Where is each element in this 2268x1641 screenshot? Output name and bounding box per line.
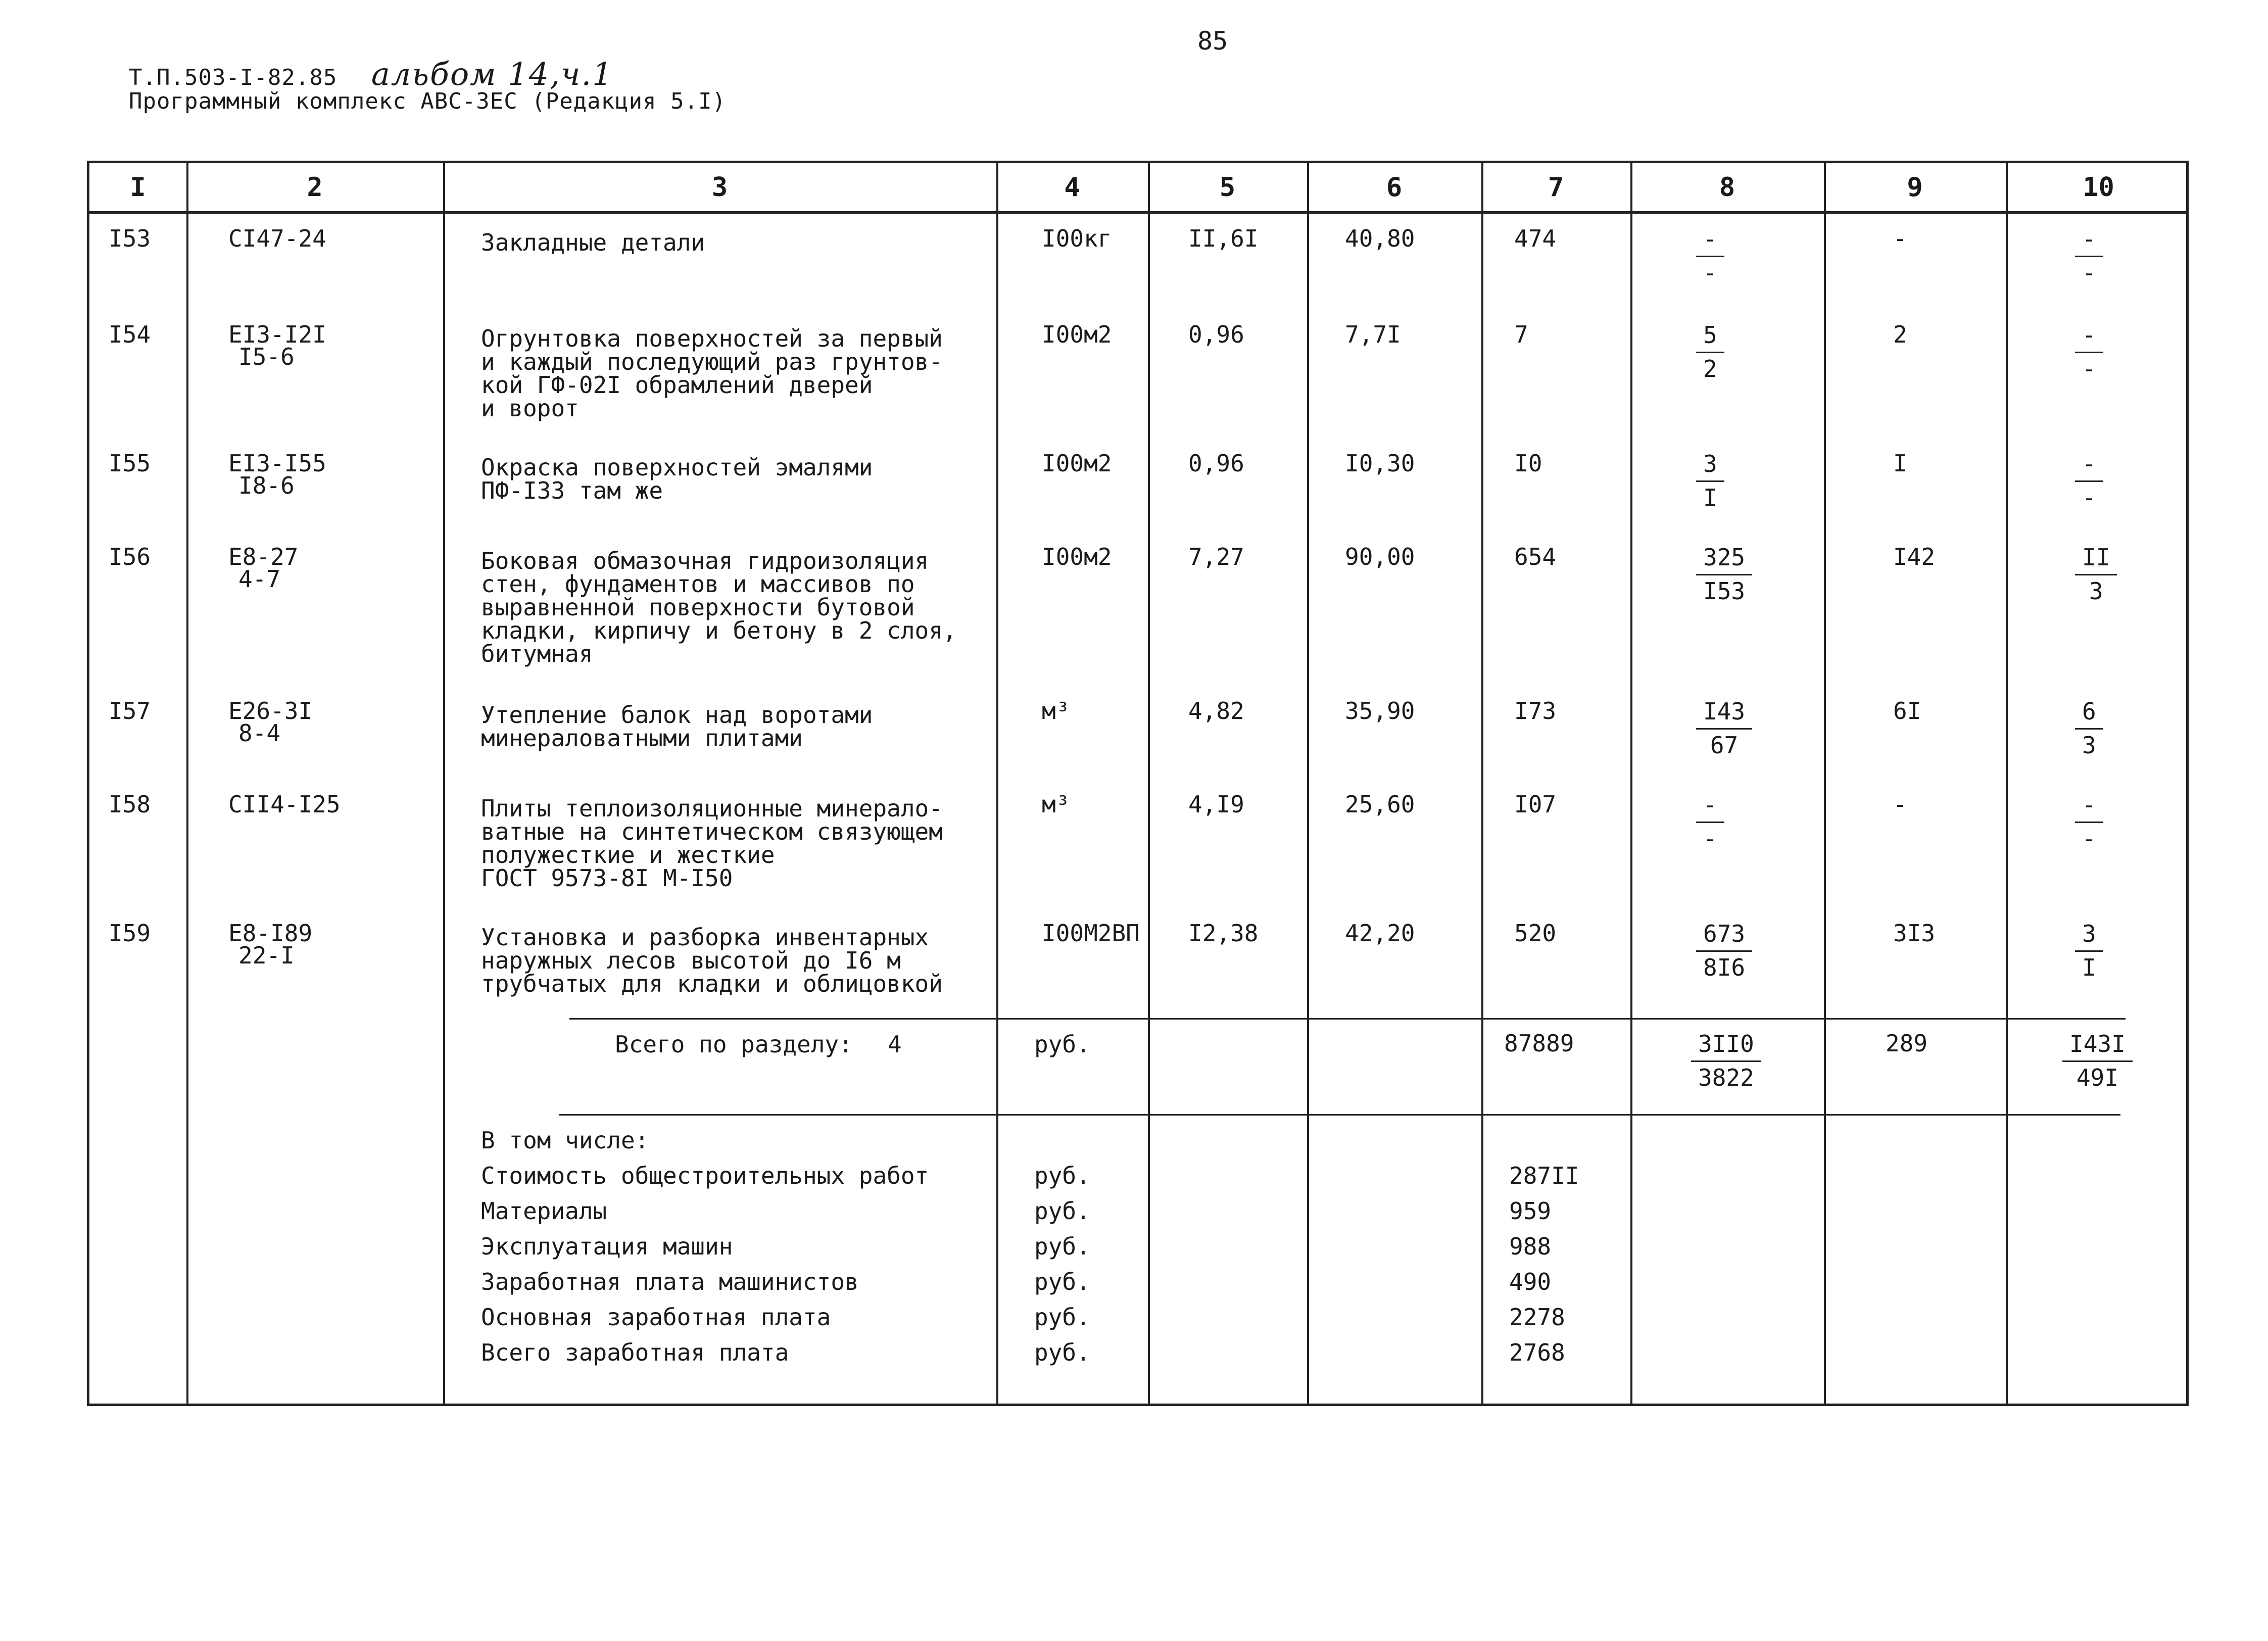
col10-fraction-denominator: 3 [2082, 732, 2096, 759]
total-col10-fraction-denominator: 49I [2076, 1064, 2118, 1091]
col10-fraction-denominator: I [2082, 954, 2096, 981]
work-description: и каждый последующий раз грунтов- [481, 348, 943, 375]
total-cost: 654 [1514, 543, 1557, 570]
column-rule [996, 163, 998, 1404]
total-unit: руб. [1034, 1031, 1090, 1058]
unit: I00М2ВП [1042, 920, 1140, 947]
row-number: I53 [109, 225, 151, 252]
col8-fraction [1696, 322, 1724, 381]
col9-value: I42 [1893, 543, 1936, 570]
col10-fraction [2075, 545, 2117, 604]
work-description: кладки, кирпичу и бетону в 2 слоя, [481, 617, 957, 644]
work-description: кой ГФ-02I обрамлений дверей [481, 371, 873, 399]
unit: I00м2 [1042, 450, 1112, 477]
col10-fraction [2075, 699, 2103, 758]
total-col9: 289 [1886, 1030, 1928, 1057]
col9-value: - [1893, 791, 1907, 818]
total-col8-fraction-denominator: 3822 [1698, 1064, 1754, 1091]
col8-fraction-numerator: I43 [1696, 699, 1752, 730]
estimate-table [87, 161, 2189, 1406]
col10-fraction [2075, 792, 2103, 851]
row-number: I57 [109, 697, 151, 725]
unit: I00м2 [1042, 321, 1112, 348]
col8-fraction-denominator: - [1703, 825, 1717, 852]
unit: м³ [1042, 697, 1070, 725]
norm-code: E26-3I [228, 697, 313, 725]
unit-price: 7,7I [1345, 321, 1401, 348]
work-description: Окраска поверхностей эмалями [481, 454, 873, 481]
quantity: 0,96 [1188, 321, 1244, 348]
column-rule [2006, 163, 2008, 1404]
row-number: I58 [109, 791, 151, 818]
column-header: 4 [1064, 172, 1080, 203]
work-description: стен, фундаментов и массивов по [481, 570, 915, 598]
work-description: наружных лесов высотой до I6 м [481, 947, 901, 974]
col9-value: - [1893, 225, 1907, 252]
quantity: 4,I9 [1188, 791, 1244, 818]
breakdown-unit: руб. [1034, 1268, 1090, 1295]
work-description: битумная [481, 640, 593, 667]
column-header: 6 [1386, 172, 1403, 203]
norm-code: 4-7 [238, 565, 281, 593]
work-description: трубчатых для кладки и облицовкой [481, 970, 943, 997]
col8-fraction [1696, 451, 1724, 510]
col8-fraction-numerator: 3 [1696, 451, 1724, 482]
column-header: 3 [711, 172, 728, 203]
col8-fraction-denominator: 2 [1703, 355, 1717, 382]
column-rule [443, 163, 445, 1404]
total-cost: 87889 [1504, 1030, 1574, 1057]
col10-fraction-numerator: - [2075, 322, 2103, 353]
breakdown-unit: руб. [1034, 1339, 1090, 1366]
work-description: полужесткие и жесткие [481, 841, 775, 868]
row-number: I54 [109, 321, 151, 348]
page-number: 85 [1197, 26, 1228, 56]
handwritten-album-note: альбом 14,ч.1 [371, 56, 613, 92]
column-header: 10 [2083, 172, 2114, 203]
col8-fraction [1696, 545, 1752, 604]
col10-fraction [2075, 322, 2103, 381]
unit: I00м2 [1042, 543, 1112, 570]
work-description: Плиты теплоизоляционные минерало- [481, 795, 943, 822]
breakdown-label: Основная заработная плата [481, 1304, 831, 1331]
total-col8-fraction [1691, 1031, 1761, 1090]
row-number: I59 [109, 920, 151, 947]
norm-code: EI3-I2I [228, 321, 326, 348]
work-description: ГОСТ 9573-8I М-I50 [481, 864, 733, 892]
breakdown-value: 287II [1509, 1162, 1579, 1189]
col8-fraction [1696, 792, 1724, 851]
norm-code: CII4-I25 [228, 791, 341, 818]
col10-fraction-numerator: - [2075, 792, 2103, 823]
col8-fraction-denominator: - [1703, 259, 1717, 286]
col10-fraction-numerator: 3 [2075, 921, 2103, 952]
row-number: I55 [109, 450, 151, 477]
col8-fraction-numerator: 325 [1696, 545, 1752, 575]
col10-fraction [2075, 921, 2103, 980]
total-cost: 474 [1514, 225, 1557, 252]
total-cost: I07 [1514, 791, 1557, 818]
column-rule [1824, 163, 1826, 1404]
col10-fraction [2075, 451, 2103, 510]
document-code-text: Т.П.503-I-82.85 [129, 65, 337, 90]
column-header: 5 [1219, 172, 1236, 203]
work-description: Огрунтовка поверхностей за первый [481, 325, 943, 352]
quantity: 4,82 [1188, 697, 1244, 725]
col10-fraction-denominator: - [2082, 484, 2096, 511]
col8-fraction [1696, 699, 1752, 758]
breakdown-label: Стоимость общестроительных работ [481, 1162, 929, 1189]
column-header: 8 [1719, 172, 1735, 203]
work-description: минераловатными плитами [481, 725, 803, 752]
col8-fraction-numerator: 5 [1696, 322, 1724, 353]
column-header: 9 [1907, 172, 1923, 203]
breakdown-title: В том числе: [481, 1127, 649, 1154]
col10-fraction-numerator: - [2075, 226, 2103, 257]
norm-code: E8-27 [228, 543, 299, 570]
breakdown-value: 490 [1509, 1268, 1552, 1295]
column-header: 7 [1548, 172, 1564, 203]
work-description: выравненной поверхности бутовой [481, 594, 915, 621]
unit-price: 25,60 [1345, 791, 1415, 818]
total-rule-top [569, 1018, 2126, 1020]
work-description: ПФ-I33 там же [481, 477, 663, 504]
col10-fraction-denominator: - [2082, 259, 2096, 286]
column-header: 2 [307, 172, 323, 203]
column-rule [1148, 163, 1150, 1404]
quantity: 7,27 [1188, 543, 1244, 570]
norm-code: I5-6 [238, 343, 295, 370]
norm-code: I8-6 [238, 472, 295, 499]
breakdown-label: Заработная плата машинистов [481, 1268, 859, 1295]
header-rule [89, 211, 2186, 214]
unit-price: 40,80 [1345, 225, 1415, 252]
total-cost: 7 [1514, 321, 1528, 348]
col10-fraction-numerator: 6 [2075, 699, 2103, 730]
quantity: 0,96 [1188, 450, 1244, 477]
col10-fraction-denominator: - [2082, 355, 2096, 382]
col9-value: 3I3 [1893, 920, 1936, 947]
col8-fraction-denominator: I [1703, 484, 1717, 511]
breakdown-label: Эксплуатация машин [481, 1233, 733, 1260]
col8-fraction-denominator: 67 [1710, 732, 1739, 759]
column-header: I [130, 172, 146, 203]
total-label: Всего по разделу: [615, 1031, 853, 1058]
norm-code: EI3-I55 [228, 450, 326, 477]
col8-fraction-denominator: I53 [1703, 577, 1746, 605]
col10-fraction-denominator: - [2082, 825, 2096, 852]
row-number: I56 [109, 543, 151, 570]
breakdown-label: Материалы [481, 1197, 607, 1225]
col8-fraction [1696, 921, 1752, 980]
work-description: и ворот [481, 395, 579, 422]
total-cost: I0 [1514, 450, 1542, 477]
col9-value: I [1893, 450, 1907, 477]
work-description: Установка и разборка инвентарных [481, 924, 929, 951]
norm-code: E8-I89 [228, 920, 313, 947]
col8-fraction [1696, 226, 1724, 285]
col8-fraction-numerator: 673 [1696, 921, 1752, 952]
total-section: 4 [888, 1031, 902, 1058]
col10-fraction-denominator: 3 [2089, 577, 2103, 605]
col8-fraction-denominator: 8I6 [1703, 954, 1746, 981]
document-code [129, 56, 613, 92]
breakdown-unit: руб. [1034, 1233, 1090, 1260]
norm-code: 22-I [238, 942, 295, 969]
column-rule [1307, 163, 1309, 1404]
breakdown-label: Всего заработная плата [481, 1339, 789, 1366]
unit: м³ [1042, 791, 1070, 818]
total-col10-fraction-numerator: I43I [2062, 1031, 2133, 1062]
col10-fraction [2075, 226, 2103, 285]
total-cost: I73 [1514, 697, 1557, 725]
total-rule-bottom [559, 1114, 2120, 1116]
program-title: Программный комплекс АВС-3ЕС (Редакция 5.I) [129, 88, 727, 114]
breakdown-value: 2768 [1509, 1339, 1565, 1366]
unit: I00кг [1042, 225, 1112, 252]
unit-price: 42,20 [1345, 920, 1415, 947]
breakdown-unit: руб. [1034, 1162, 1090, 1189]
norm-code: 8-4 [238, 719, 281, 747]
total-col8-fraction-numerator: 3II0 [1691, 1031, 1761, 1062]
work-description: ватные на синтетическом связующем [481, 818, 943, 845]
quantity: I2,38 [1188, 920, 1259, 947]
work-description: Утепление балок над воротами [481, 701, 873, 729]
column-rule [1630, 163, 1632, 1404]
breakdown-unit: руб. [1034, 1304, 1090, 1331]
col10-fraction-numerator: - [2075, 451, 2103, 482]
work-description: Закладные детали [481, 229, 705, 256]
breakdown-value: 2278 [1509, 1304, 1565, 1331]
col9-value: 6I [1893, 697, 1921, 725]
col10-fraction-numerator: II [2075, 545, 2117, 575]
work-description: Боковая обмазочная гидроизоляция [481, 547, 929, 574]
breakdown-value: 988 [1509, 1233, 1552, 1260]
column-rule [1481, 163, 1483, 1404]
col8-fraction-numerator: - [1696, 226, 1724, 257]
column-rule [186, 163, 188, 1404]
breakdown-value: 959 [1509, 1197, 1552, 1225]
unit-price: I0,30 [1345, 450, 1415, 477]
unit-price: 35,90 [1345, 697, 1415, 725]
col9-value: 2 [1893, 321, 1907, 348]
unit-price: 90,00 [1345, 543, 1415, 570]
breakdown-unit: руб. [1034, 1197, 1090, 1225]
norm-code: CI47-24 [228, 225, 326, 252]
quantity: II,6I [1188, 225, 1259, 252]
total-cost: 520 [1514, 920, 1557, 947]
total-col10-fraction [2062, 1031, 2133, 1090]
col8-fraction-numerator: - [1696, 792, 1724, 823]
